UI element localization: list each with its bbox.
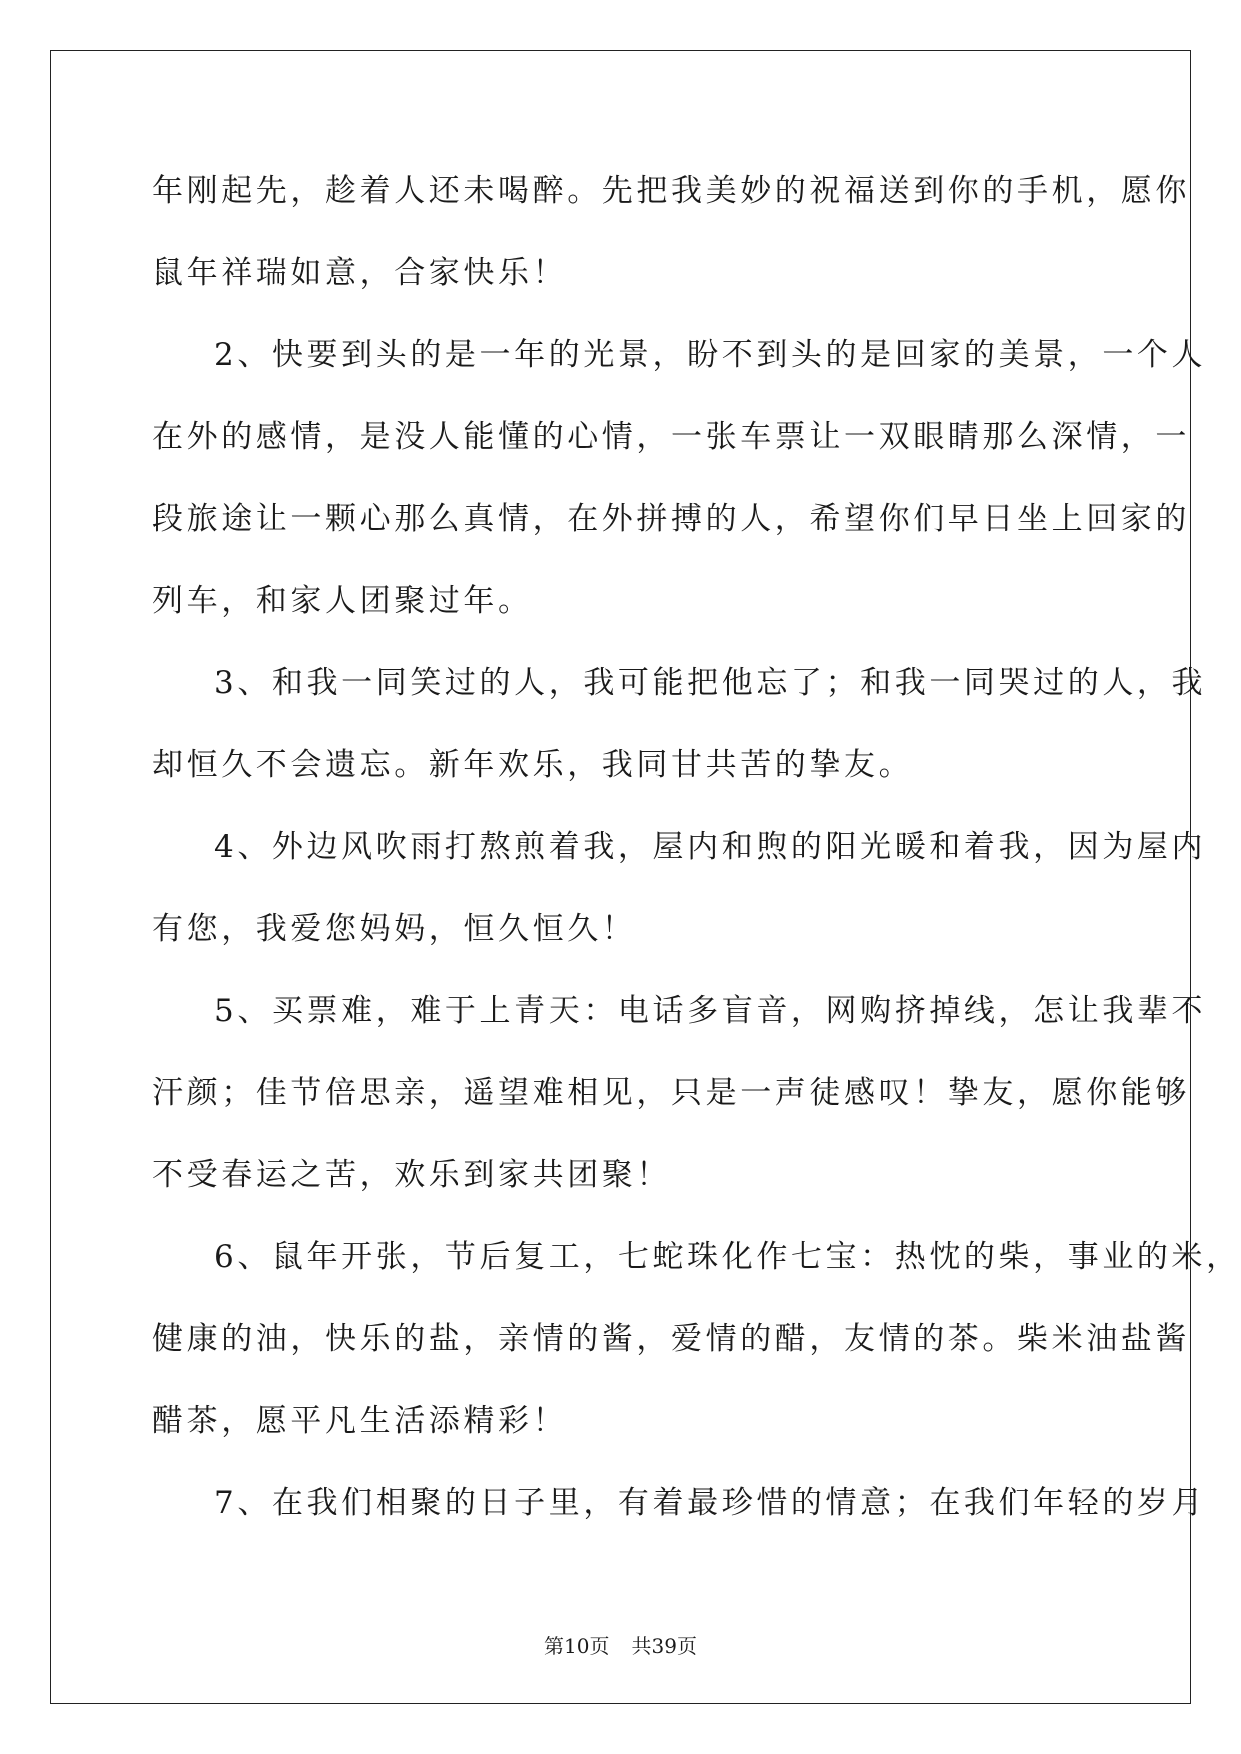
text-line: 4、外边风吹雨打熬煎着我，屋内和煦的阳光暖和着我，因为屋内	[214, 829, 1207, 865]
page-footer	[0, 1630, 1241, 1659]
text-line: 6、鼠年开张，节后复工，七蛇珠化作七宝：热忱的柴，事业的米，	[214, 1239, 1241, 1275]
text-line: 在外的感情，是没人能懂的心情，一张车票让一双眼睛那么深情，一	[152, 419, 1190, 455]
total-page-count: 共39页	[631, 1634, 697, 1658]
text-line: 鼠年祥瑞如意，合家快乐！	[152, 255, 568, 291]
text-line: 7、在我们相聚的日子里，有着最珍惜的情意；在我们年轻的岁月	[214, 1485, 1207, 1521]
document-body	[152, 160, 1241, 1554]
text-line: 2、快要到头的是一年的光景，盼不到头的是回家的美景，一个人	[214, 337, 1207, 373]
text-line: 健康的油，快乐的盐，亲情的酱，爱情的醋，友情的茶。柴米油盐酱	[152, 1321, 1190, 1357]
text-line: 年刚起先，趁着人还未喝醉。先把我美妙的祝福送到你的手机，愿你	[152, 173, 1190, 209]
text-line: 却恒久不会遗忘。新年欢乐，我同甘共苦的挚友。	[152, 747, 914, 783]
text-line: 5、买票难，难于上青天：电话多盲音，网购挤掉线，怎让我辈不	[214, 993, 1207, 1029]
text-line: 不受春运之苦，欢乐到家共团聚！	[152, 1157, 671, 1193]
current-page-number: 第10页	[544, 1634, 610, 1658]
text-line: 汗颜；佳节倍思亲，遥望难相见，只是一声徒感叹！挚友，愿你能够	[152, 1075, 1190, 1111]
text-line: 3、和我一同笑过的人，我可能把他忘了；和我一同哭过的人，我	[214, 665, 1207, 701]
text-line: 段旅途让一颗心那么真情，在外拼搏的人，希望你们早日坐上回家的	[152, 501, 1190, 537]
text-line: 有您，我爱您妈妈，恒久恒久！	[152, 911, 637, 947]
text-line: 列车，和家人团聚过年。	[152, 583, 533, 619]
text-line: 醋茶，愿平凡生活添精彩！	[152, 1403, 568, 1439]
